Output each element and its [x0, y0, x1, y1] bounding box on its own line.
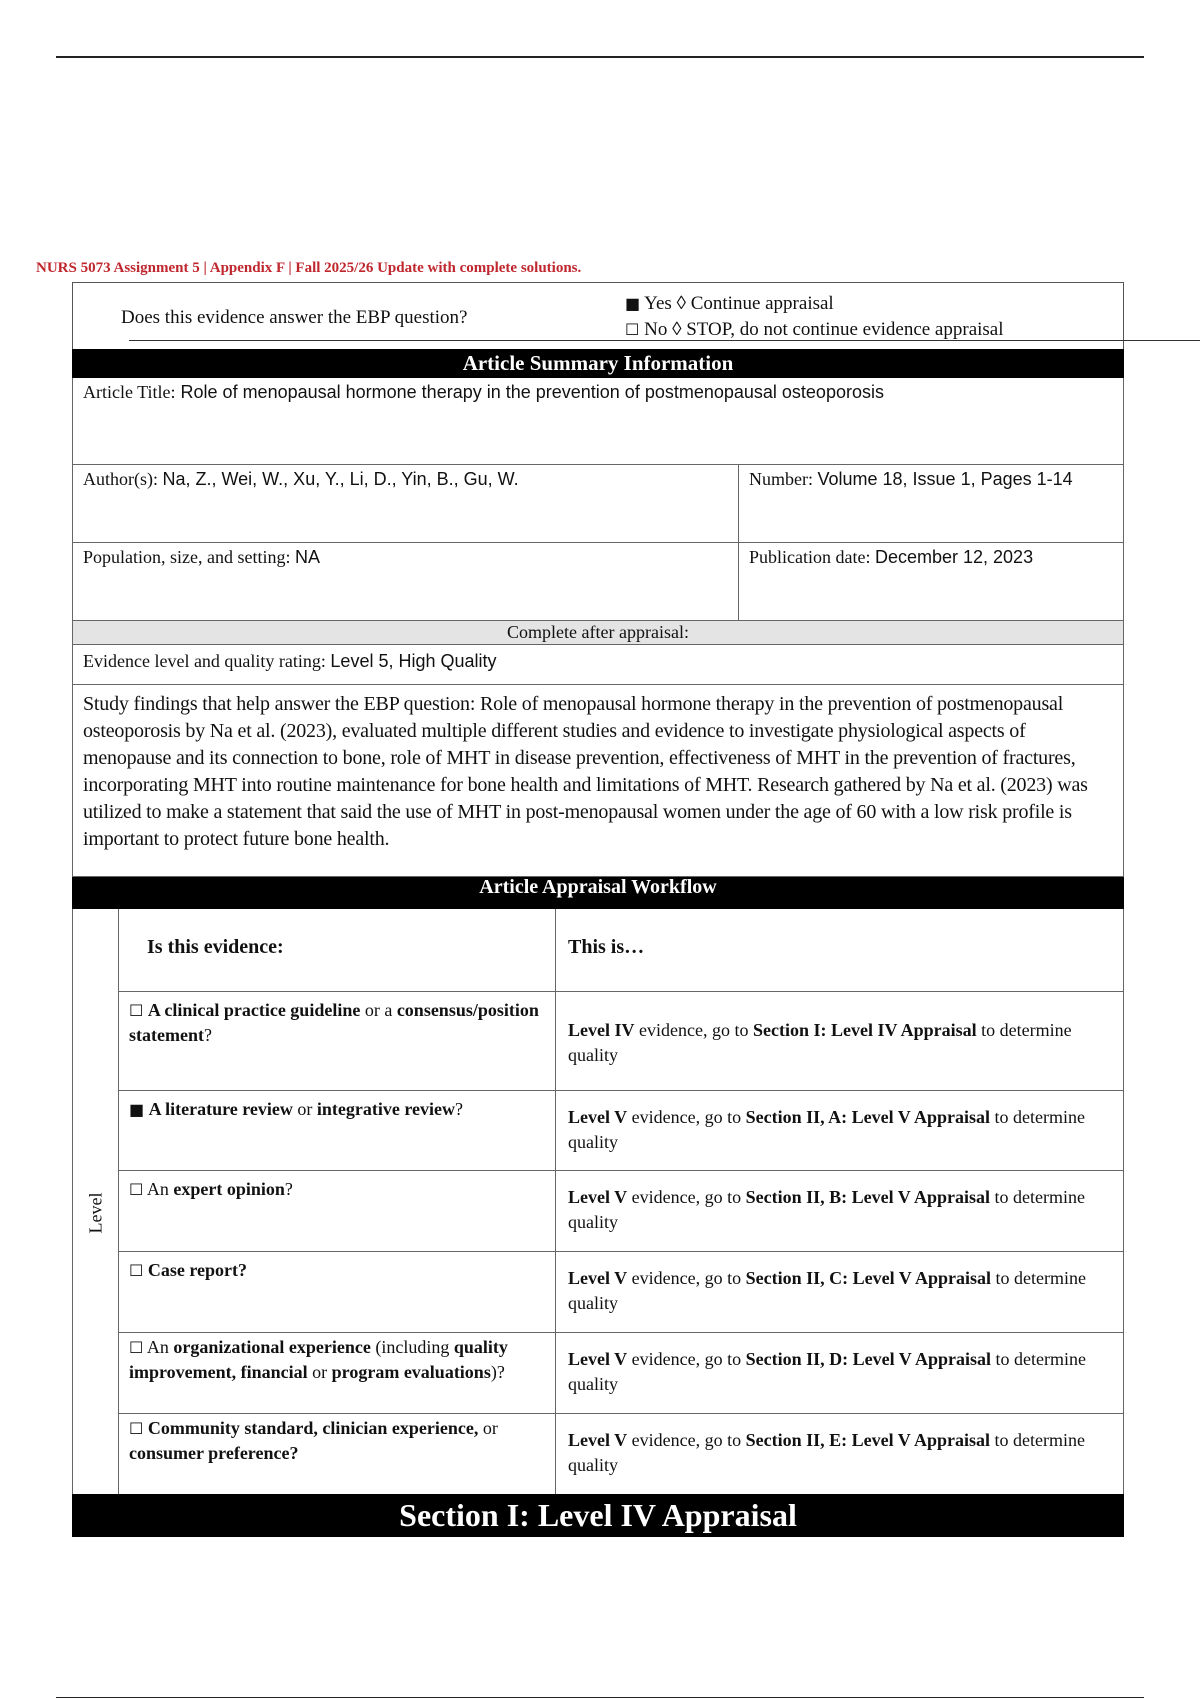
result-section: Section II, A: Level V Appraisal: [745, 1107, 991, 1127]
option-text-bold: quality improvement, financial: [129, 1337, 508, 1382]
study-findings-field[interactable]: Study findings that help answer the EBP question: Role of menopausal hormone therapy in the prevention of postmenopausal osteoporosis by Na et al. (2023), evaluated multiple different studies and evidence to investigate physiological aspects of menopause and its connection to bone, role of MHT in disease prevention, effectiveness of MHT in the prevention of fractures, incorporating MHT into routine maintenance for bone health and limitations of MHT. Research gathered by Na et al. (2023) was utilized to make a statement that said the use of MHT in post-menopausal women under the age of 60 with a low risk profile is important to protect future bone health.: [72, 685, 1124, 877]
result-text: evidence, go to: [627, 1187, 746, 1207]
result-text: to determine quality: [568, 1020, 1072, 1065]
result-level: Level V: [568, 1107, 628, 1127]
option-text-bold: consumer preference?: [129, 1443, 299, 1463]
evidence-option-case-report[interactable]: [119, 1252, 556, 1332]
column-header-evidence: Is this evidence:: [119, 909, 556, 991]
result-level: Level V: [568, 1187, 628, 1207]
appraisal-form: [72, 282, 1124, 1537]
result-level: Level IV: [568, 1020, 635, 1040]
authors-label: Author(s):: [83, 469, 158, 489]
complete-after-appraisal-bar: Complete after appraisal:: [72, 621, 1124, 645]
option-text: ?: [284, 1179, 293, 1199]
column-header-this-is: This is…: [568, 936, 645, 958]
option-text-bold: Community standard, clinician experience,: [147, 1418, 479, 1438]
option-text-bold: A clinical practice guideline: [147, 1000, 361, 1020]
option-text: )?: [490, 1362, 505, 1382]
authors-field[interactable]: [73, 465, 739, 542]
result-text: to determine quality: [568, 1268, 1086, 1313]
result-text: evidence, go to: [627, 1107, 746, 1127]
result-section: Section II, D: Level V Appraisal: [745, 1349, 991, 1369]
result-organizational-experience: [556, 1333, 1123, 1413]
result-section: Section II, B: Level V Appraisal: [745, 1187, 991, 1207]
ebp-question-text: Does this evidence answer the EBP question?: [121, 307, 468, 328]
option-text: ?: [455, 1099, 464, 1119]
unchecked-box-icon[interactable]: ☐: [129, 1180, 144, 1199]
number-field[interactable]: [739, 465, 1123, 542]
option-text-bold: A literature review: [148, 1099, 293, 1119]
result-literature-review: [556, 1091, 1123, 1170]
workflow-row-community-standard: [119, 1414, 1123, 1494]
evidence-rating-field[interactable]: [72, 645, 1124, 685]
publication-date-field[interactable]: [739, 543, 1123, 620]
workflow-row-guideline: [119, 992, 1123, 1091]
result-expert-opinion: [556, 1171, 1123, 1251]
question-underline: [129, 340, 1200, 341]
result-text: to determine quality: [568, 1349, 1086, 1394]
evidence-option-literature-review[interactable]: [119, 1091, 556, 1170]
number-value: Volume 18, Issue 1, Pages 1-14: [817, 469, 1073, 489]
workflow-rows: [119, 909, 1123, 1494]
result-text: to determine quality: [568, 1107, 1085, 1152]
unchecked-box-icon[interactable]: ☐: [625, 320, 640, 339]
level-column: [73, 909, 119, 1494]
result-section: Section I: Level IV Appraisal: [752, 1020, 977, 1040]
option-text: or: [307, 1362, 332, 1382]
result-text: evidence, go to: [634, 1020, 753, 1040]
article-title-field[interactable]: [72, 378, 1124, 465]
option-text: or: [292, 1099, 317, 1119]
unchecked-box-icon[interactable]: ☐: [129, 1261, 144, 1280]
number-label: Number:: [749, 469, 813, 489]
result-level: Level V: [568, 1430, 628, 1450]
no-option-label: No ◊ STOP, do not continue evidence appraisal: [644, 319, 1004, 340]
option-text: (including: [370, 1337, 454, 1357]
top-rule: [56, 56, 1144, 58]
result-section: Section II, E: Level V Appraisal: [745, 1430, 991, 1450]
result-section: Section II, C: Level V Appraisal: [745, 1268, 991, 1288]
option-text: An: [146, 1179, 174, 1199]
population-value: NA: [294, 547, 320, 567]
option-text-bold: organizational experience: [173, 1337, 371, 1357]
option-text-bold: program evaluations: [331, 1362, 491, 1382]
article-title-label: Article Title:: [83, 382, 176, 402]
evidence-option-expert-opinion[interactable]: [119, 1171, 556, 1251]
authors-value: Na, Z., Wei, W., Xu, Y., Li, D., Yin, B., Gu, W.: [162, 469, 519, 489]
result-text: to determine quality: [568, 1430, 1085, 1475]
evidence-option-organizational-experience[interactable]: [119, 1333, 556, 1413]
unchecked-box-icon[interactable]: ☐: [129, 1419, 144, 1438]
unchecked-box-icon[interactable]: ☐: [129, 1001, 144, 1020]
checked-box-icon[interactable]: ■: [625, 294, 641, 313]
result-case-report: [556, 1252, 1123, 1332]
yes-option[interactable]: [625, 293, 834, 315]
result-text: evidence, go to: [627, 1430, 746, 1450]
population-label: Population, size, and setting:: [83, 547, 291, 567]
option-text-bold: integrative review: [316, 1099, 456, 1119]
evidence-option-community-standard[interactable]: [119, 1414, 556, 1494]
article-title-value: Role of menopausal hormone therapy in the prevention of postmenopausal osteoporosis: [180, 382, 884, 402]
section-i-title-bar: Section I: Level IV Appraisal: [72, 1494, 1124, 1537]
result-community-standard: [556, 1414, 1123, 1494]
checked-box-icon[interactable]: ■: [129, 1100, 145, 1119]
option-text: ?: [203, 1025, 212, 1045]
workflow-row-expert-opinion: [119, 1171, 1123, 1252]
result-level: Level V: [568, 1349, 628, 1369]
result-text: evidence, go to: [627, 1268, 746, 1288]
option-text-bold: expert opinion: [173, 1179, 285, 1199]
population-field[interactable]: [73, 543, 739, 620]
workflow-header-row: [119, 909, 1123, 992]
workflow-row-literature-review: [119, 1091, 1123, 1171]
yes-option-label: Yes ◊ Continue appraisal: [644, 293, 834, 314]
option-text: An: [146, 1337, 174, 1357]
ebp-question-row: [72, 282, 1124, 349]
document-header: NURS 5073 Assignment 5 | Appendix F | Fall 2025/26 Update with complete solutions.: [36, 260, 582, 276]
bottom-rule: [56, 1697, 1144, 1698]
article-appraisal-workflow-bar: Article Appraisal Workflow: [72, 877, 1124, 909]
evidence-rating-label: Evidence level and quality rating:: [83, 651, 326, 671]
publication-date-label: Publication date:: [749, 547, 871, 567]
authors-number-row: [72, 465, 1124, 543]
publication-date-value: December 12, 2023: [874, 547, 1034, 567]
result-guideline: [556, 992, 1123, 1090]
option-text-bold: consensus/position statement: [129, 1000, 539, 1045]
unchecked-box-icon[interactable]: ☐: [129, 1338, 144, 1357]
population-date-row: [72, 543, 1124, 621]
workflow-row-organizational-experience: [119, 1333, 1123, 1414]
evidence-option-guideline[interactable]: [119, 992, 556, 1090]
option-text-bold: Case report?: [147, 1260, 247, 1280]
evidence-rating-value: Level 5, High Quality: [330, 651, 497, 671]
workflow-table: [72, 909, 1124, 1494]
level-label: Level: [85, 1192, 105, 1234]
option-text: or: [478, 1418, 498, 1438]
result-text: to determine quality: [568, 1187, 1085, 1232]
no-option[interactable]: [625, 319, 1004, 341]
result-level: Level V: [568, 1268, 628, 1288]
option-text: or a: [360, 1000, 397, 1020]
article-summary-bar: Article Summary Information: [72, 349, 1124, 378]
result-text: evidence, go to: [627, 1349, 746, 1369]
workflow-row-case-report: [119, 1252, 1123, 1333]
